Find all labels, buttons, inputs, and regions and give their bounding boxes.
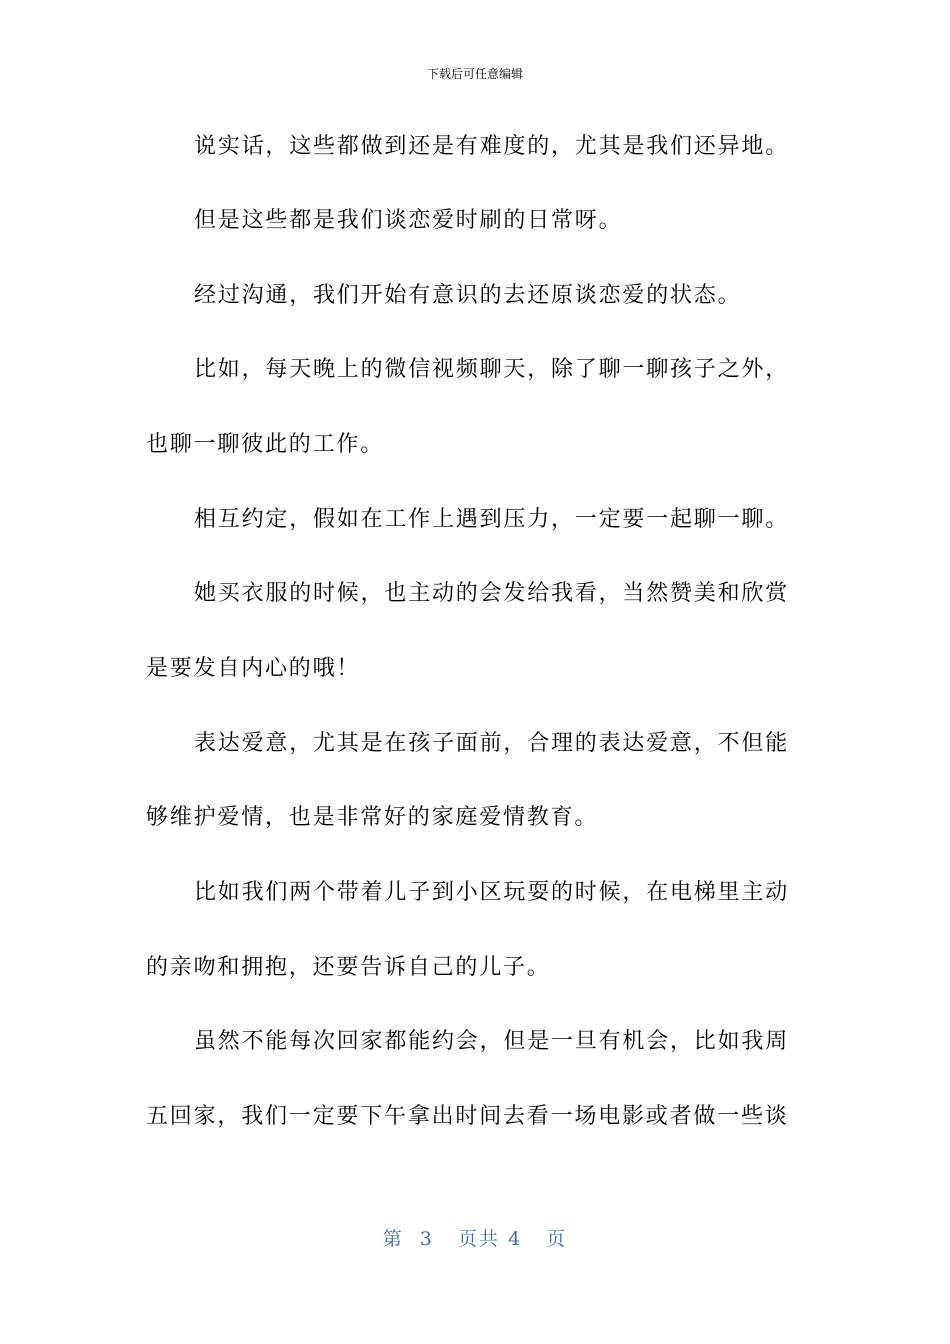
paragraph-line: 说实话，这些都做到还是有难度的，尤其是我们还异地。: [194, 134, 790, 159]
paragraph-line: 比如我们两个带着儿子到小区玩耍的时候，在电梯里主动: [194, 880, 790, 905]
paragraph-line: 够维护爱情，也是非常好的家庭爱情教育。: [146, 805, 599, 830]
paragraph-line: 表达爱意，尤其是在孩子面前，合理的表达爱意，不但能: [194, 731, 790, 756]
page-label-prefix: 第: [382, 1228, 404, 1250]
current-page-number: 3: [419, 1228, 434, 1250]
paragraph-line: 虽然不能每次回家都能约会，但是一旦有机会，比如我周: [194, 1029, 790, 1054]
paragraph-line: 是要发自内心的哦！: [146, 656, 361, 681]
paragraph-line: 也聊一聊彼此的工作。: [146, 432, 385, 457]
paragraph-line: 五回家，我们一定要下午拿出时间去看一场电影或者做一些谈: [146, 1104, 789, 1129]
paragraph-line: 相互约定，假如在工作上遇到压力，一定要一起聊一聊。: [194, 507, 790, 532]
page-label-middle: 页共: [458, 1228, 501, 1250]
paragraph-line: 她买衣服的时候，也主动的会发给我看，当然赞美和欣赏: [194, 581, 790, 606]
paragraph-line: 但是这些都是我们谈恋爱时刷的日常呀。: [194, 208, 623, 233]
paragraph-line: 经过沟通，我们开始有意识的去还原谈恋爱的状态。: [194, 283, 742, 308]
page-number-footer: [0, 1226, 950, 1252]
paragraph-line: 的亲吻和拥抱，还要告诉自己的儿子。: [146, 955, 551, 980]
page-label-suffix: 页: [546, 1228, 568, 1250]
total-pages-number: 4: [508, 1228, 523, 1250]
paragraph-line: 比如，每天晚上的微信视频聊天，除了聊一聊孩子之外，: [194, 357, 790, 382]
page-header-note: 下载后可任意编辑: [426, 67, 523, 81]
